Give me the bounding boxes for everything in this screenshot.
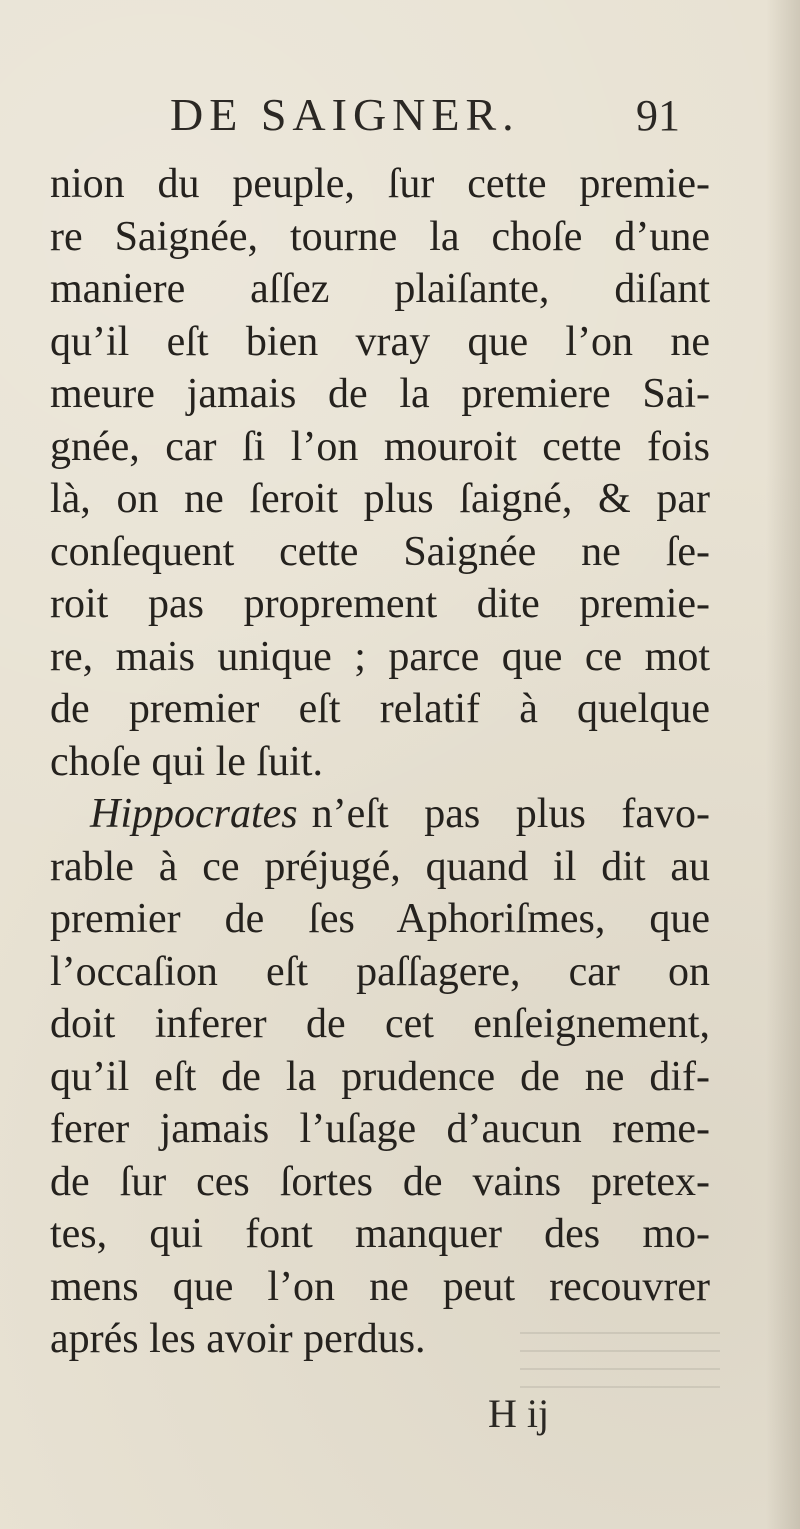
text-line: de ſur ces ſortes de vains pretex- (50, 1158, 710, 1205)
text-line: aprés les avoir perdus. (50, 1316, 426, 1362)
text-line: roit pas proprement dite premie- (50, 581, 710, 627)
text-line: gnée, car ſi l’on mouroit cette fois (50, 423, 710, 470)
text-line: l’occaſion eſt paſſagere, car on (50, 948, 710, 995)
text-line: nion du peuple, ſur cette premie- (50, 161, 710, 207)
text-line: ferer jamais l’uſage d’aucun reme- (50, 1106, 710, 1152)
text-line: re Saignée, tourne la choſe d’une (50, 213, 710, 260)
text-line: doit inferer de cet enſeignement, (50, 1001, 710, 1047)
page-number: 91 (636, 91, 680, 140)
author-name: Hippocrates (90, 791, 298, 837)
running-head (0, 88, 800, 148)
text-fragment: n’eſt pas plus favo- (311, 791, 710, 837)
show-through-texture (520, 1318, 720, 1388)
page-footer (0, 1390, 800, 1450)
text-line: re, mais unique ; parce que ce mot (50, 633, 710, 680)
text-line: tes, qui font manquer des mo- (50, 1211, 710, 1257)
text-line: qu’il eſt bien vray que l’on ne (50, 318, 710, 365)
paragraph-opening-line (50, 788, 710, 841)
page-edge-shadow (766, 0, 800, 1529)
signature-mark: H ij (488, 1391, 550, 1436)
text-line: maniere aſſez plaiſante, diſant (50, 266, 710, 312)
text-line: premier de ſes Aphoriſmes, que (50, 896, 710, 942)
text-line: conſequent cette Saignée ne ſe- (50, 528, 710, 575)
text-line: là, on ne ſeroit plus ſaigné, & par (50, 476, 710, 522)
text-line: mens que l’on ne peut recouvrer (50, 1263, 710, 1310)
text-line: de premier eſt relatif à quelque (50, 686, 710, 732)
running-title: DE SAIGNER. (170, 89, 520, 140)
text-line: choſe qui le ſuit. (50, 738, 323, 785)
text-line: rable à ce préjugé, quand il dit au (50, 843, 710, 890)
body-text (50, 158, 710, 1366)
text-line: qu’il eſt de la prudence de ne dif- (50, 1053, 710, 1100)
text-line: meure jamais de la premiere Sai- (50, 371, 710, 417)
